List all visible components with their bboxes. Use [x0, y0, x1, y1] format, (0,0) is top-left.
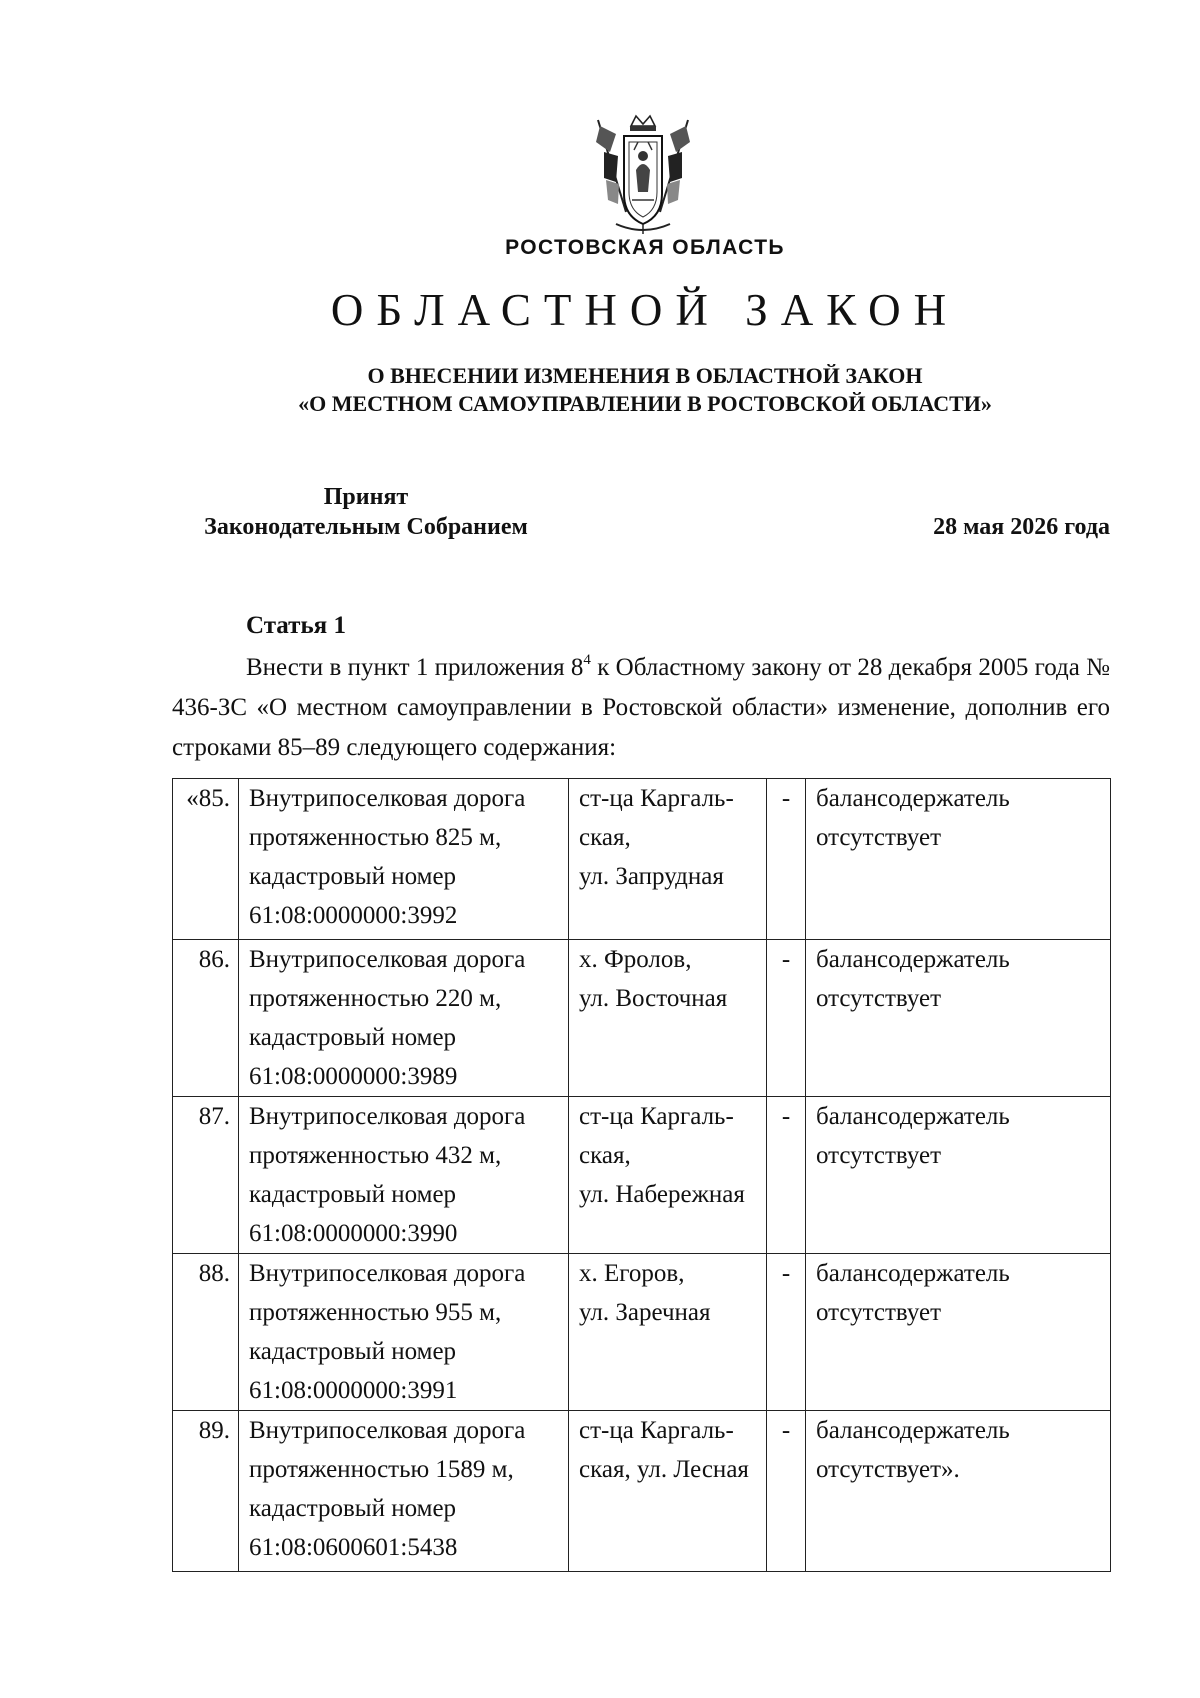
- road-description-cell: [239, 779, 569, 940]
- road-location-cell: [569, 1254, 767, 1411]
- road-description-line: протяженностью 955 м,: [249, 1299, 502, 1326]
- appendix-superscript: 4: [583, 651, 591, 668]
- road-description-line: кадастровый номер: [249, 1338, 457, 1365]
- road-description-line: 61:08:0000000:3992: [249, 902, 458, 929]
- road-description-line: протяженностью 825 м,: [249, 824, 502, 851]
- road-location-line: ул. Набережная: [579, 1181, 745, 1208]
- road-description-line: кадастровый номер: [249, 863, 457, 890]
- road-description-line: Внутрипоселковая дорога: [249, 1103, 526, 1130]
- road-description-cell: [239, 1254, 569, 1411]
- balance-holder-line: отсутствует».: [816, 1456, 960, 1483]
- table-row: [173, 779, 1111, 940]
- article-title: Статья 1: [246, 612, 346, 639]
- balance-holder-cell: [806, 1097, 1111, 1254]
- road-description-line: 61:08:0000000:3990: [249, 1220, 458, 1247]
- road-description-line: кадастровый номер: [249, 1181, 457, 1208]
- article-body: [172, 648, 1110, 768]
- road-description-line: Внутрипоселковая дорога: [249, 1417, 526, 1444]
- balance-holder-line: балансодержатель: [816, 1417, 1010, 1444]
- adoption-date: 28 мая 2026 года: [933, 514, 1110, 540]
- road-location-cell: [569, 940, 767, 1097]
- balance-holder-line: отсутствует: [816, 1299, 942, 1326]
- balance-holder-line: балансодержатель: [816, 1103, 1010, 1130]
- adoption-label: [176, 482, 556, 542]
- adoption-label-line-1: Принят: [323, 484, 409, 510]
- region-name: РОСТОВСКАЯ ОБЛАСТЬ: [505, 236, 785, 259]
- balance-holder-line: балансодержатель: [816, 946, 1010, 973]
- road-location-cell: [569, 1411, 767, 1572]
- road-location-line: х. Фролов,: [579, 946, 692, 973]
- balance-holder-line: балансодержатель: [816, 1260, 1010, 1287]
- table-row: [173, 1411, 1111, 1572]
- road-location-line: ская, ул. Лесная: [579, 1456, 749, 1483]
- empty-value-cell: -: [767, 940, 806, 1097]
- road-description-line: кадастровый номер: [249, 1495, 457, 1522]
- road-location-line: ст-ца Каргаль-: [579, 1103, 734, 1130]
- empty-value-cell: -: [767, 1411, 806, 1572]
- road-location-line: ст-ца Каргаль-: [579, 785, 734, 812]
- balance-holder-line: отсутствует: [816, 824, 942, 851]
- road-description-line: Внутрипоселковая дорога: [249, 1260, 526, 1287]
- row-number-cell: 88.: [173, 1254, 239, 1411]
- road-location-line: х. Егоров,: [579, 1260, 685, 1287]
- balance-holder-cell: [806, 1254, 1111, 1411]
- road-description-line: Внутрипоселковая дорога: [249, 946, 526, 973]
- article-text-part-1: Внести в пункт 1 приложения 8: [246, 654, 584, 681]
- coat-of-arms-icon: [586, 112, 700, 236]
- rostov-oblast-coat-of-arms-icon: [586, 112, 700, 236]
- road-description-line: кадастровый номер: [249, 1024, 457, 1051]
- balance-holder-line: отсутствует: [816, 1142, 942, 1169]
- road-description-cell: [239, 1411, 569, 1572]
- road-description-cell: [239, 940, 569, 1097]
- road-description-line: 61:08:0600601:5438: [249, 1534, 458, 1561]
- road-description-line: протяженностью 1589 м,: [249, 1456, 514, 1483]
- road-location-line: ст-ца Каргаль-: [579, 1417, 734, 1444]
- road-description-cell: [239, 1097, 569, 1254]
- balance-holder-cell: [806, 779, 1111, 940]
- empty-value-cell: -: [767, 1254, 806, 1411]
- document-type-title: ОБЛАСТНОЙ ЗАКОН: [330, 285, 960, 335]
- empty-value-cell: -: [767, 1097, 806, 1254]
- balance-holder-cell: [806, 940, 1111, 1097]
- road-description-line: протяженностью 220 м,: [249, 985, 502, 1012]
- law-subject-line-2: «О МЕСТНОМ САМОУПРАВЛЕНИИ В РОСТОВСКОЙ ОБЛАСТИ»: [298, 391, 992, 416]
- law-subject-line-1: О ВНЕСЕНИИ ИЗМЕНЕНИЯ В ОБЛАСТНОЙ ЗАКОН: [367, 363, 923, 388]
- balance-holder-line: балансодержатель: [816, 785, 1010, 812]
- road-description-line: протяженностью 432 м,: [249, 1142, 502, 1169]
- road-location-cell: [569, 779, 767, 940]
- balance-holder-line: отсутствует: [816, 985, 942, 1012]
- table-row: [173, 1254, 1111, 1411]
- road-location-line: ская,: [579, 824, 631, 851]
- road-description-line: Внутрипоселковая дорога: [249, 785, 526, 812]
- row-number-cell: «85.: [173, 779, 239, 940]
- road-location-cell: [569, 1097, 767, 1254]
- road-location-line: ул. Заречная: [579, 1299, 711, 1326]
- row-number-cell: 89.: [173, 1411, 239, 1572]
- row-number-cell: 86.: [173, 940, 239, 1097]
- table-row: [173, 1097, 1111, 1254]
- balance-holder-cell: [806, 1411, 1111, 1572]
- road-location-line: ул. Запрудная: [579, 863, 724, 890]
- road-location-line: ская,: [579, 1142, 631, 1169]
- road-description-line: 61:08:0000000:3989: [249, 1063, 458, 1090]
- table-row: [173, 940, 1111, 1097]
- row-number-cell: 87.: [173, 1097, 239, 1254]
- road-location-line: ул. Восточная: [579, 985, 728, 1012]
- article-text-part-2: к Областному закону от 28 декабря 2005 года № 436-ЗС «О местном самоуправлении в Ростовской области» изменение, дополнив его строками 85–89 следующего содержания:: [172, 654, 1110, 761]
- empty-value-cell: -: [767, 779, 806, 940]
- adoption-label-line-2: Законодательным Собранием: [204, 514, 528, 540]
- road-description-line: 61:08:0000000:3991: [249, 1377, 458, 1404]
- roads-table: [172, 778, 1111, 1572]
- law-subject: [0, 362, 1200, 418]
